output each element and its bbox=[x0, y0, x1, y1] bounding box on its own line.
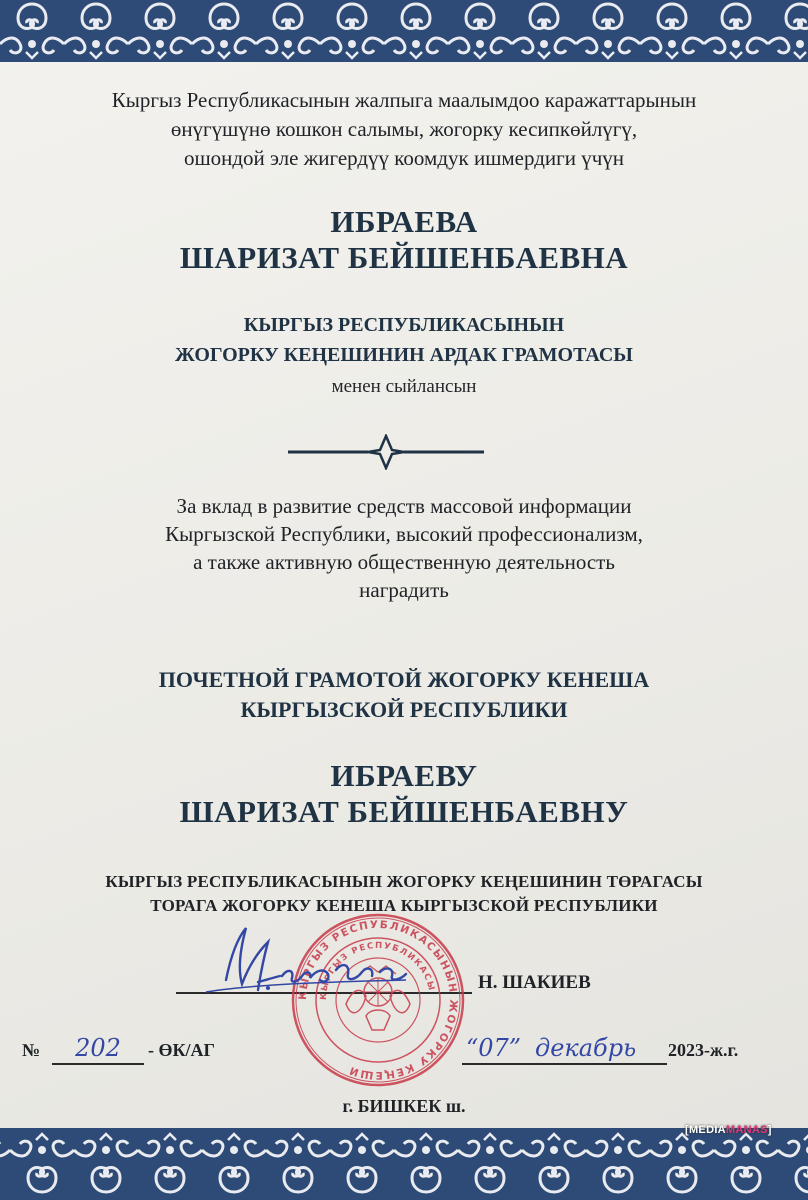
number-suffix: - ӨК/АГ bbox=[148, 1040, 215, 1060]
divider-ornament bbox=[286, 434, 486, 470]
kg-intro-line: Кыргыз Республикасынын жалпыга маалымдоо каражаттарынын bbox=[111, 88, 697, 112]
date-month: декабрь bbox=[535, 1034, 637, 1062]
recipient-given-names: ШАРИЗАТ БЕЙШЕНБАЕВНА bbox=[179, 240, 629, 275]
kg-award-line: ЖОГОРКУ КЕҢЕШИНИН АРДАК ГРАМОТАСЫ bbox=[175, 344, 633, 366]
ru-award-title bbox=[0, 665, 808, 725]
kg-intro-line: ошондой эле жигердүү коомдук ишмердиги үчүн bbox=[183, 146, 625, 170]
recipient-surname: ИБРАЕВА bbox=[330, 204, 478, 239]
document-number: 202 bbox=[75, 1034, 121, 1062]
chairman-title bbox=[0, 870, 808, 918]
watermark-part-media: MEDIA bbox=[688, 1124, 726, 1136]
mediamanas-watermark: [MEDIAMANAS] bbox=[685, 1124, 772, 1136]
date-day: “07” bbox=[466, 1034, 522, 1062]
ru-intro-line: Кыргызской Республики, высокий профессионализм, bbox=[165, 522, 643, 546]
chairman-title-kg: КЫРГЫЗ РЕСПУБЛИКАСЫНЫН ЖОГОРКУ КЕҢЕШИНИН ТӨРАГАСЫ bbox=[105, 872, 703, 891]
kg-award-line: КЫРГЫЗ РЕСПУБЛИКАСЫНЫН bbox=[243, 314, 565, 336]
recipient-surname-ru: ИБРАЕВУ bbox=[330, 758, 478, 793]
kg-awarded-phrase: менен сыйлансын bbox=[331, 376, 477, 397]
seal-inner-text: КЫРГЫЗ РЕСПУБЛИКАСЫ bbox=[318, 940, 437, 1001]
ru-recipient-name bbox=[0, 758, 808, 830]
date-underline bbox=[462, 1063, 667, 1065]
kg-recipient-name bbox=[0, 204, 808, 276]
top-ornament-pattern bbox=[0, 0, 808, 62]
number-label: № bbox=[22, 1040, 41, 1060]
chairman-title-ru: ТОРАГА ЖОГОРКУ КЕНЕША КЫРГЫЗСКОЙ РЕСПУБЛИКИ bbox=[150, 896, 658, 915]
kg-intro-line: өнүгүшүнө кошкон салымы, жогорку кесипкөйлүгү, bbox=[170, 117, 638, 141]
signer-name: Н. ШАКИЕВ bbox=[478, 972, 591, 993]
ru-award-line: ПОЧЕТНОЙ ГРАМОТОЙ ЖОГОРКУ КЕНЕША bbox=[158, 667, 650, 692]
watermark-part-manas: MANAS bbox=[725, 1124, 768, 1136]
ru-intro-line: наградить bbox=[359, 578, 449, 602]
ru-intro-text bbox=[0, 492, 808, 604]
date-year: 2023-ж.г. bbox=[668, 1040, 739, 1060]
kg-intro-text bbox=[0, 86, 808, 173]
kg-award-title bbox=[0, 310, 808, 370]
recipient-given-names-ru: ШАРИЗАТ БЕЙШЕНБАЕВНУ bbox=[179, 794, 629, 829]
city-line: г. БИШКЕК ш. bbox=[342, 1096, 466, 1116]
seal-outer-text: КЫРГЫЗ РЕСПУБЛИКАСЫНЫН ЖОГОРКУ КЕҢЕШИ bbox=[296, 918, 460, 1082]
ru-intro-line: За вклад в развитие средств массовой информации bbox=[176, 494, 632, 518]
top-ornament-border bbox=[0, 0, 808, 62]
number-underline bbox=[52, 1063, 144, 1065]
ru-intro-line: а также активную общественную деятельность bbox=[193, 550, 615, 574]
ru-award-line: КЫРГЫЗСКОЙ РЕСПУБЛИКИ bbox=[240, 697, 568, 722]
handwritten-signature bbox=[196, 920, 436, 1010]
